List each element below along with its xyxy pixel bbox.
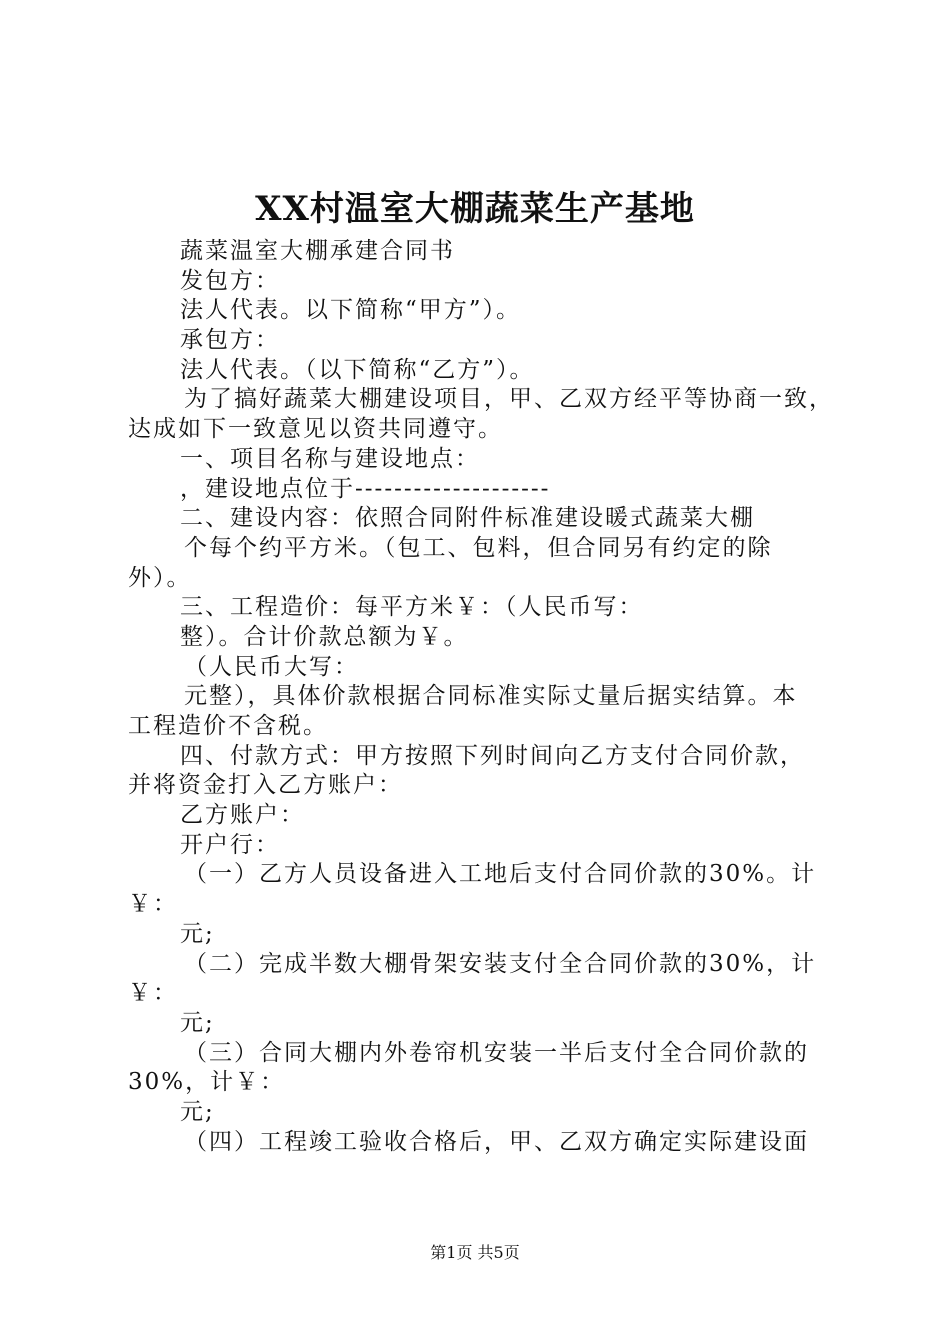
page-number: 第1页 共5页 bbox=[430, 1243, 520, 1262]
text-line: 元; bbox=[180, 920, 215, 947]
text-line: 元; bbox=[180, 1009, 215, 1036]
text-line: 元; bbox=[180, 1098, 215, 1125]
payment-item: （三）合同大棚内外卷帘机安装一半后支付全合同价款的 bbox=[184, 1039, 809, 1066]
text-line: 外）。 bbox=[128, 564, 192, 591]
text-line: 开户行： bbox=[180, 831, 280, 858]
text-line: 30%，计￥： bbox=[128, 1069, 286, 1096]
section-heading: 二、建设内容：依照合同附件标准建设暖式蔬菜大棚 bbox=[180, 505, 755, 532]
text-line: （人民币大写： bbox=[184, 653, 359, 680]
text-line: 元整），具体价款根据合同标准实际丈量后据实结算。本 bbox=[184, 683, 798, 710]
text-line: ￥： bbox=[128, 980, 178, 1007]
contract-subtitle: 蔬菜温室大棚承建合同书 bbox=[180, 238, 455, 264]
document-title: XX村温室大棚蔬菜生产基地 bbox=[255, 189, 695, 229]
text-line: 整）。合计价款总额为￥。 bbox=[180, 623, 469, 650]
text-line: 为了搞好蔬菜大棚建设项目，甲、乙双方经平等协商一致， bbox=[184, 386, 834, 413]
section-heading: 一、项目名称与建设地点： bbox=[180, 445, 480, 472]
text-line: 工程造价不含税。 bbox=[128, 713, 328, 739]
payment-item: （二）完成半数大棚骨架安装支付全合同价款的30%，计 bbox=[184, 950, 817, 977]
text-line: 个每个约平方米。（包工、包料，但合同另有约定的除 bbox=[184, 534, 773, 561]
text-line: 发包方： bbox=[180, 267, 280, 294]
document-body bbox=[128, 237, 834, 1157]
text-line: 法人代表。以下简称“甲方”）。 bbox=[180, 297, 522, 324]
text-line: 法人代表。（以下简称“乙方”）。 bbox=[180, 356, 535, 383]
payment-item: （一）乙方人员设备进入工地后支付合同价款的30%。计 bbox=[184, 861, 817, 888]
section-heading: 四、付款方式：甲方按照下列时间向乙方支付合同价款， bbox=[180, 742, 805, 769]
text-line: 承包方： bbox=[180, 327, 280, 354]
text-line: 乙方账户： bbox=[180, 802, 305, 829]
text-line: 并将资金打入乙方账户： bbox=[128, 772, 403, 799]
section-heading: 三、工程造价：每平方米￥：（人民币写： bbox=[180, 594, 644, 621]
text-line: 达成如下一致意见以资共同遵守。 bbox=[128, 416, 503, 443]
text-line: ￥： bbox=[128, 891, 178, 918]
payment-item: （四）工程竣工验收合格后，甲、乙双方确定实际建设面 bbox=[184, 1128, 809, 1155]
text-line: ，建设地点位于-------------------- bbox=[180, 475, 551, 502]
